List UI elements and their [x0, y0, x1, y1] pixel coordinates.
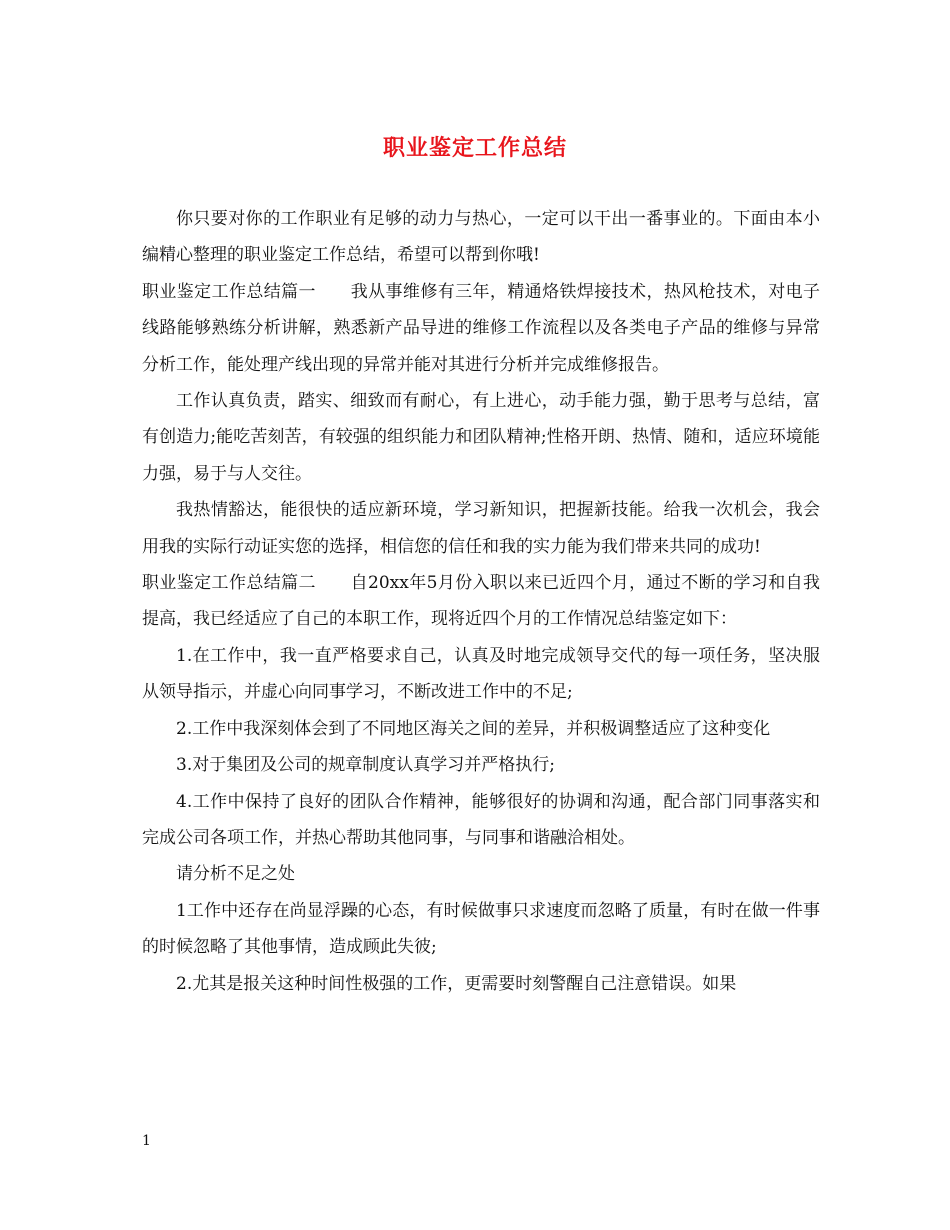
body-paragraph: 工作认真负责，踏实、细致而有耐心，有上进心，动手能力强，勤于思考与总结，富有创造力;能吃苦刻苦，有较强的组织能力和团队精神;性格开朗、热情、随和，适应环境能力强，易于与人交往。: [142, 391, 820, 484]
page-title: 职业鉴定工作总结: [382, 135, 567, 161]
list-item: 2.工作中我深刻体会到了不同地区海关之间的差异，并积极调整适应了这种变化: [176, 718, 771, 739]
list-item: 1.在工作中，我一直严格要求自己，认真及时地完成领导交代的每一项任务，坚决服从领导指示，并虚心向同事学习，不断改进工作中的不足;: [142, 645, 820, 703]
list-item: 3.对于集团及公司的规章制度认真学习并严格执行;: [176, 755, 555, 776]
section-two-paragraph: 职业鉴定工作总结篇二 自20xx年5月份入职以来已近四个月，通过不断的学习和自我提高，我已经适应了自己的本职工作，现将近四个月的工作情况总结鉴定如下：: [142, 573, 820, 630]
subheading: 请分析不足之处: [176, 864, 295, 885]
list-item: 2.尤其是报关这种时间性极强的工作，更需要时刻警醒自己注意错误。如果: [176, 973, 737, 994]
list-item: 4.工作中保持了良好的团队合作精神，能够很好的协调和沟通，配合部门同事落实和完成公司各项工作，并热心帮助其他同事，与同事和谐融洽相处。: [142, 791, 820, 848]
list-item: 1工作中还存在尚显浮躁的心态，有时候做事只求速度而忽略了质量，有时在做一件事的时候忽略了其他事情，造成顾此失彼;: [142, 900, 820, 958]
intro-paragraph: 你只要对你的工作职业有足够的动力与热心，一定可以干出一番事业的。下面由本小编精心整理的职业鉴定工作总结，希望可以帮到你哦!: [142, 209, 820, 266]
page-number: 1: [142, 1133, 151, 1149]
body-paragraph: 我热情豁达，能很快的适应新环境，学习新知识，把握新技能。给我一次机会，我会用我的实际行动证实您的选择，相信您的信任和我的实力能为我们带来共同的成功!: [142, 500, 820, 557]
document-body: [142, 201, 820, 1002]
section-one-paragraph: 职业鉴定工作总结篇一 我从事维修有三年，精通烙铁焊接技术，热风枪技术，对电子线路能够熟练分析讲解，熟悉新产品导进的维修工作流程以及各类电子产品的维修与异常分析工作，能处理产线出现的异常并能对其进行分析并完成维修报告。: [142, 281, 820, 375]
